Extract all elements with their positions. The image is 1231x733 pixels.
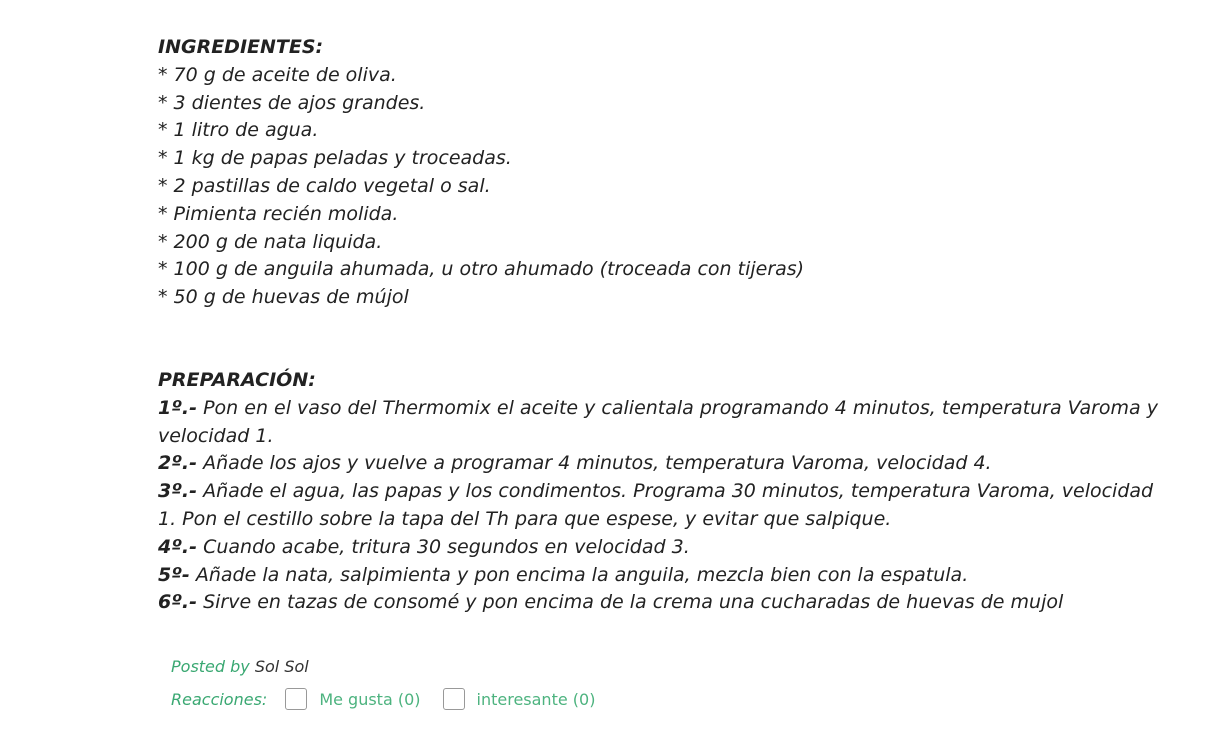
ingredient-item: * 200 g de nata liquida. bbox=[158, 230, 383, 253]
ingredient-item: * 100 g de anguila ahumada, u otro ahumado (troceada con tijeras) bbox=[158, 258, 805, 281]
reaction-checkbox[interactable] bbox=[443, 688, 465, 710]
step-number: 4º.- bbox=[158, 535, 198, 558]
preparation-heading: PREPARACIÓN: bbox=[158, 368, 316, 391]
post-footer bbox=[171, 654, 617, 714]
step-text: Sirve en tazas de consomé y pon encima de la crema una cucharadas de huevas de mujol bbox=[197, 591, 1064, 614]
step-number: 1º.- bbox=[158, 396, 198, 419]
ingredient-item: * 70 g de aceite de oliva. bbox=[158, 63, 397, 86]
preparation-step bbox=[158, 478, 1158, 534]
post-body bbox=[158, 34, 1158, 617]
step-text: Cuando acabe, tritura 30 segundos en velocidad 3. bbox=[197, 535, 690, 558]
preparation-step bbox=[158, 589, 1158, 617]
ingredients-list bbox=[158, 62, 1158, 312]
reaction-label[interactable]: Me gusta (0) bbox=[319, 689, 421, 709]
posted-by-label: Posted by bbox=[171, 657, 250, 676]
ingredient-item: * 1 litro de agua. bbox=[158, 119, 319, 142]
preparation-step bbox=[158, 450, 1158, 478]
reactions-label: Reacciones: bbox=[171, 689, 268, 709]
step-text: Añade los ajos y vuelve a programar 4 minutos, temperatura Varoma, velocidad 4. bbox=[197, 452, 992, 475]
section-spacer bbox=[158, 312, 1158, 367]
posted-by bbox=[171, 654, 617, 680]
ingredients-heading: INGREDIENTES: bbox=[158, 36, 324, 58]
step-number: 3º.- bbox=[158, 480, 198, 503]
ingredient-item: * 2 pastillas de caldo vegetal o sal. bbox=[158, 174, 491, 197]
reactions-bar bbox=[171, 684, 617, 714]
reaction-checkbox[interactable] bbox=[285, 688, 307, 710]
step-number: 5º- bbox=[158, 563, 190, 586]
preparation-step bbox=[158, 534, 1158, 562]
reaction-me-gusta[interactable] bbox=[285, 688, 420, 710]
step-number: 2º.- bbox=[158, 452, 198, 475]
step-text: Pon en el vaso del Thermomix el aceite y calientala programando 4 minutos, temperatura Varoma y velocidad 1. bbox=[158, 396, 1158, 447]
step-text: Añade la nata, salpimienta y pon encima la anguila, mezcla bien con la espatula. bbox=[189, 563, 969, 586]
reaction-label[interactable]: interesante (0) bbox=[476, 689, 596, 709]
ingredient-item: * 50 g de huevas de mújol bbox=[158, 286, 409, 309]
ingredient-item: * 1 kg de papas peladas y troceadas. bbox=[158, 147, 512, 170]
step-number: 6º.- bbox=[158, 591, 198, 614]
ingredient-item: * 3 dientes de ajos grandes. bbox=[158, 91, 426, 114]
author-link[interactable]: Sol Sol bbox=[254, 657, 309, 676]
preparation-steps bbox=[158, 395, 1158, 617]
reaction-interesante[interactable] bbox=[443, 688, 596, 710]
ingredient-item: * Pimienta recién molida. bbox=[158, 202, 399, 225]
preparation-step bbox=[158, 395, 1158, 451]
preparation-step bbox=[158, 562, 1158, 590]
step-text: Añade el agua, las papas y los condimentos. Programa 30 minutos, temperatura Varoma, velocidad 1. Pon el cestillo sobre la tapa del Th para que espese, y evitar que salpique. bbox=[158, 480, 1154, 530]
